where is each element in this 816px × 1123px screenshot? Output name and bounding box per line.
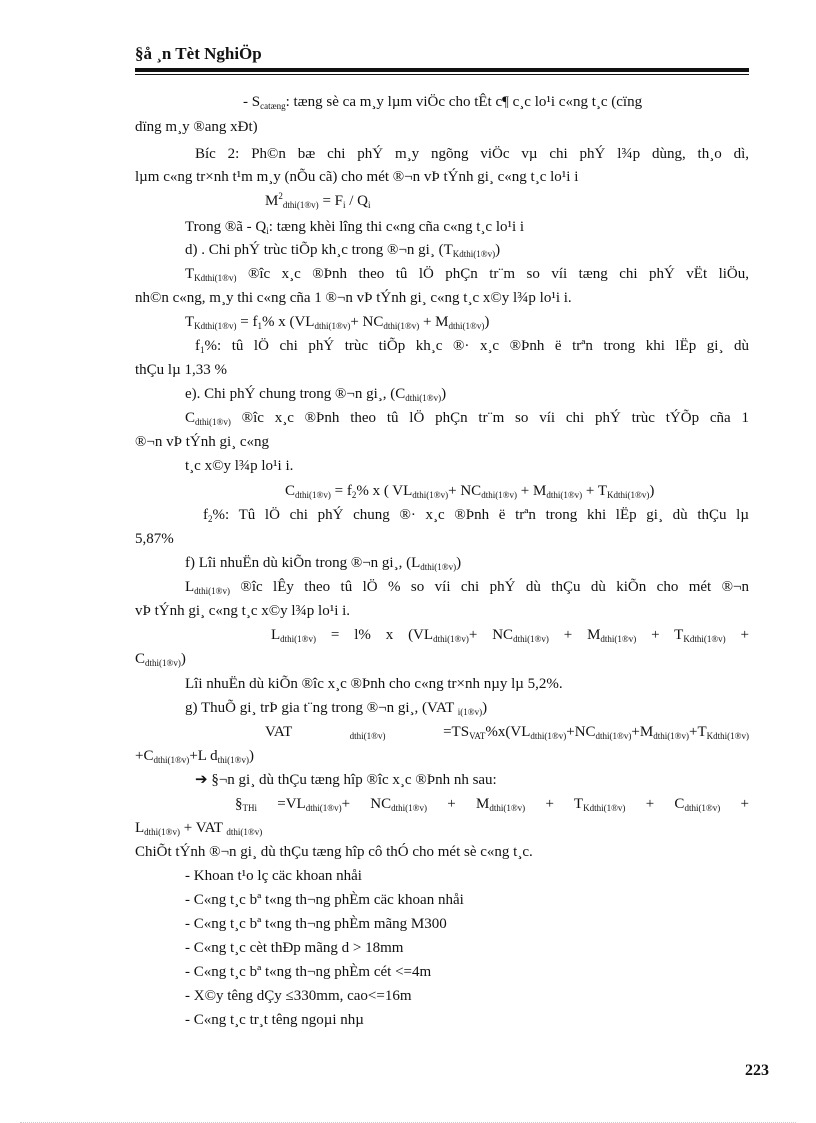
text-run: : tæng khèi lîng thi c«ng cña c«ng t¸c lo¹i i xyxy=(268,219,525,235)
text-line xyxy=(135,1010,749,1030)
text-line xyxy=(135,962,749,982)
text-line xyxy=(135,264,749,284)
text-run: C xyxy=(135,651,146,667)
text-line xyxy=(135,240,749,260)
text-run: 5,87% xyxy=(135,531,174,547)
text-line xyxy=(135,117,749,137)
subscript: Kdthi(1®v) xyxy=(706,731,749,741)
text-line xyxy=(135,866,749,886)
text-run: % x (VL xyxy=(261,314,315,330)
page-header xyxy=(135,44,749,64)
subscript: Kdthi(1®v) xyxy=(452,249,496,259)
text-line xyxy=(135,336,749,356)
subscript: i xyxy=(368,200,371,210)
subscript: THi xyxy=(242,803,257,813)
subscript: i xyxy=(343,200,346,210)
text-run: = f xyxy=(330,483,352,499)
text-run: + M xyxy=(517,483,547,499)
subscript: dthi(1®v) xyxy=(595,731,632,741)
subscript: dthi(1®v) xyxy=(153,755,190,765)
text-line xyxy=(135,191,749,211)
subscript: dthi(1®v) xyxy=(145,658,181,668)
subscript: dthi(1®v) xyxy=(305,803,342,813)
text-run: t¸c x©y l¾p lo¹i i. xyxy=(185,458,294,474)
text-line xyxy=(135,890,749,910)
subscript: Kdthi(1®v) xyxy=(194,321,237,331)
text-line xyxy=(135,601,749,621)
text-run: +NC xyxy=(566,724,596,740)
text-run: ®îc x¸c ®Þnh theo tû lÖ phÇn tr¨m so víi tæng chi phÝ vËt liÖu, xyxy=(236,266,749,282)
text-line xyxy=(135,456,749,476)
text-run: C xyxy=(185,410,196,426)
subscript: VAT xyxy=(469,731,486,741)
text-line xyxy=(135,312,749,332)
text-run: + xyxy=(725,627,750,643)
text-line xyxy=(135,408,749,428)
text-line xyxy=(135,986,749,1006)
text-run: nh©n c«ng, m¸y thi c«ng cña 1 ®¬n vÞ tÝnh gi¸ c«ng t¸c x©y l¾p lo¹i i. xyxy=(135,290,572,306)
text-run: - C«ng t¸c tr¸t têng ngoµi nhµ xyxy=(185,1012,364,1028)
text-run: Lîi nhuËn dù kiÕn ®îc x¸c ®Þnh cho c«ng tr×nh nµy lµ 5,2%. xyxy=(185,676,563,692)
text-run: ®îc lÊy theo tû lÖ % so víi chi phÝ dù thÇu dù kiÕn cho mét ®¬n xyxy=(230,579,749,595)
text-run: vÞ tÝnh gi¸ c«ng t¸c x©y l¾p lo¹i i. xyxy=(135,603,351,619)
superscript: 2 xyxy=(278,191,283,201)
text-run: VAT xyxy=(265,724,350,740)
text-line xyxy=(135,481,749,501)
text-line xyxy=(135,288,749,308)
text-run: + NC xyxy=(350,314,384,330)
subscript: dthi(1®v) xyxy=(513,634,549,644)
subscript: Kdthi(1®v) xyxy=(583,803,626,813)
text-line xyxy=(135,505,749,525)
text-run: ®¬n vÞ tÝnh gi¸ c«ng xyxy=(135,434,270,450)
text-line xyxy=(135,167,749,187)
text-run: + M xyxy=(419,314,449,330)
header-title: §å ¸n Tèt NghiÖp xyxy=(135,44,262,63)
text-run: : tæng sè ca m¸y lµm viÖc cho tÊt c¶ c¸c lo¹i c«ng t¸c (cïng xyxy=(285,94,643,110)
text-line xyxy=(135,818,749,838)
text-run: + NC xyxy=(341,796,392,812)
text-run: T xyxy=(185,266,195,282)
subscript: dthi(1®v) xyxy=(653,731,690,741)
text-run: - S xyxy=(243,94,261,110)
text-line xyxy=(135,553,749,573)
text-line xyxy=(135,529,749,549)
subscript: dthi(1®v) xyxy=(144,827,181,837)
subscript: dthi(1®v) xyxy=(391,803,427,813)
subscript: catæng xyxy=(260,101,286,111)
text-line xyxy=(135,384,749,404)
text-run: + T xyxy=(525,796,584,812)
subscript: dthi(1®v) xyxy=(684,803,721,813)
text-line xyxy=(135,92,749,112)
text-run: + NC xyxy=(468,627,514,643)
text-line xyxy=(135,674,749,694)
text-line xyxy=(135,842,749,862)
page-number: 223 xyxy=(745,1062,769,1079)
text-run: § xyxy=(235,796,243,812)
text-run: dïng m¸y ®ang xÐt) xyxy=(135,119,258,135)
text-line xyxy=(135,914,749,934)
text-line xyxy=(135,770,749,790)
text-run: f) Lîi nhuËn dù kiÕn trong ®¬n gi¸, (L xyxy=(185,555,421,571)
text-run: + M xyxy=(548,627,601,643)
text-run: T xyxy=(185,314,195,330)
text-run: - Khoan t¹o lç cäc khoan nhåi xyxy=(185,868,362,884)
subscript: dthi(1®v) xyxy=(546,490,583,500)
text-line xyxy=(135,722,749,742)
subscript: 2 xyxy=(351,490,357,500)
subscript: dthi(1®v) xyxy=(600,634,637,644)
text-run: g) ThuÕ gi¸ trÞ gia t¨ng trong ®¬n gi¸, (VAT xyxy=(185,700,458,716)
text-run: ) xyxy=(456,555,462,571)
text-run: ) xyxy=(484,314,490,330)
text-run: =TS xyxy=(385,724,470,740)
text-run: thÇu lµ 1,33 % xyxy=(135,362,227,378)
text-run: % x ( VL xyxy=(356,483,413,499)
text-run: +T xyxy=(689,724,707,740)
text-run: = F xyxy=(318,193,343,209)
subscript: Kdthi(1®v) xyxy=(683,634,726,644)
text-run: f xyxy=(203,507,208,523)
text-run: M xyxy=(265,193,279,209)
text-run: +C xyxy=(135,748,154,764)
text-run: - C«ng t¸c bª t«ng th¬ng phÈm cét <=4m xyxy=(185,964,432,980)
text-run: ChiÕt tÝnh ®¬n gi¸ dù thÇu tæng hîp cô thÓ cho mét sè c«ng t¸c. xyxy=(135,844,533,860)
text-run: ®îc x¸c ®Þnh theo tû lÖ phÇn tr¨m so víi chi phÝ trùc tÝÕp cña 1 xyxy=(230,410,749,426)
text-line xyxy=(135,698,749,718)
subscript: dthi(1®v) xyxy=(295,490,331,500)
text-line xyxy=(135,144,749,164)
text-run: ) xyxy=(495,242,501,258)
text-run: = f xyxy=(236,314,258,330)
text-run: C xyxy=(285,483,296,499)
text-run: L xyxy=(135,820,145,836)
text-run: - C«ng t¸c bª t«ng th¬ng phÈm cäc khoan nhåi xyxy=(185,892,464,908)
subscript: dthi(1®v) xyxy=(280,634,317,644)
text-line xyxy=(135,938,749,958)
text-line xyxy=(135,746,749,766)
text-run: L xyxy=(271,627,281,643)
text-run: + T xyxy=(636,627,684,643)
text-run: +L d xyxy=(189,748,218,764)
text-line xyxy=(135,577,749,597)
text-line xyxy=(135,217,749,237)
text-run: + xyxy=(720,796,750,812)
text-run: + M xyxy=(427,796,490,812)
subscript: dthi(1®v) xyxy=(433,634,469,644)
subscript: dthi(1®v) xyxy=(448,321,485,331)
subscript: dthi(1®v) xyxy=(412,490,449,500)
subscript: 1 xyxy=(200,345,205,355)
text-run: - C«ng t¸c cèt thÐp mãng d > 18mm xyxy=(185,940,404,956)
text-run: L xyxy=(185,579,195,595)
text-run: ) xyxy=(482,700,488,716)
subscript: dthi(1®v) xyxy=(226,827,263,837)
subscript: dthi(1®v) xyxy=(194,586,231,596)
subscript: dthi(1®v) xyxy=(420,562,457,572)
text-run: + VAT xyxy=(180,820,227,836)
subscript: dthi(1®v) xyxy=(489,803,526,813)
text-run: %x(VL xyxy=(485,724,531,740)
subscript: 2 xyxy=(208,514,213,524)
subscript: dthi(1®v) xyxy=(481,490,518,500)
subscript: Kdthi(1®v) xyxy=(607,490,650,500)
subscript: i xyxy=(266,226,269,236)
text-run: e). Chi phÝ chung trong ®¬n gi¸, (C xyxy=(185,386,406,402)
text-run: = l% x (VL xyxy=(316,627,434,643)
subscript: thi(1®v) xyxy=(217,755,249,765)
text-run: ) xyxy=(248,748,254,764)
text-line xyxy=(135,625,749,645)
text-run: - C«ng t¸c bª t«ng th¬ng phÈm mãng M300 xyxy=(185,916,447,932)
text-run: ) xyxy=(649,483,655,499)
subscript: dthi(1®v) xyxy=(314,321,351,331)
subscript: dthi(1®v) xyxy=(349,731,386,741)
subscript: i(1®v) xyxy=(457,707,483,717)
text-run: + NC xyxy=(448,483,482,499)
text-run: =VL xyxy=(257,796,306,812)
text-run: Bíc 2: Ph©n bæ chi phÝ m¸y ngõng viÖc vµ chi phÝ l¾p dùng, th¸o dì, xyxy=(195,146,749,162)
text-run: ) xyxy=(441,386,447,402)
text-run: ) xyxy=(180,651,186,667)
subscript: 1 xyxy=(257,321,262,331)
subscript: dthi(1®v) xyxy=(195,417,231,427)
text-run: ➔ §¬n gi¸ dù thÇu tæng hîp ®îc x¸c ®Þnh nh sau: xyxy=(195,772,497,788)
subscript: dthi(1®v) xyxy=(405,393,442,403)
text-line xyxy=(135,794,749,814)
subscript: dthi(1®v) xyxy=(530,731,567,741)
subscript: dthi(1®v) xyxy=(383,321,420,331)
header-rule-thin xyxy=(135,74,749,75)
text-run: Trong ®ã - Q xyxy=(185,219,267,235)
subscript: Kdthi(1®v) xyxy=(194,273,237,283)
text-run: lµm c«ng tr×nh t¹m m¸y (nÕu cã) cho mét ®¬n vÞ tÝnh gi¸ c«ng t¸c lo¹i i xyxy=(135,169,579,185)
text-run: %: Tû lÖ chi phÝ chung ®· x¸c ®Þnh ë trªn trong khi lËp gi¸ dù thÇu lµ xyxy=(212,507,749,523)
text-run: + T xyxy=(582,483,608,499)
subscript: dthi(1®v) xyxy=(282,200,319,210)
text-run: / Q xyxy=(345,193,369,209)
text-run: +M xyxy=(631,724,654,740)
text-line xyxy=(135,649,749,669)
text-run: + C xyxy=(625,796,685,812)
text-line xyxy=(135,432,749,452)
text-run: d) . Chi phÝ trùc tiÕp kh¸c trong ®¬n gi¸ (T xyxy=(185,242,453,258)
text-run: %: tû lÖ chi phÝ trùc tiÕp kh¸c ®· x¸c ®Þnh ë trªn trong khi lËp gi¸ dù xyxy=(204,338,749,354)
header-rule-thick xyxy=(135,68,749,72)
text-run: f xyxy=(195,338,200,354)
text-run: - X©y têng dÇy ≤330mm, cao<=16m xyxy=(185,988,412,1004)
text-line xyxy=(135,360,749,380)
